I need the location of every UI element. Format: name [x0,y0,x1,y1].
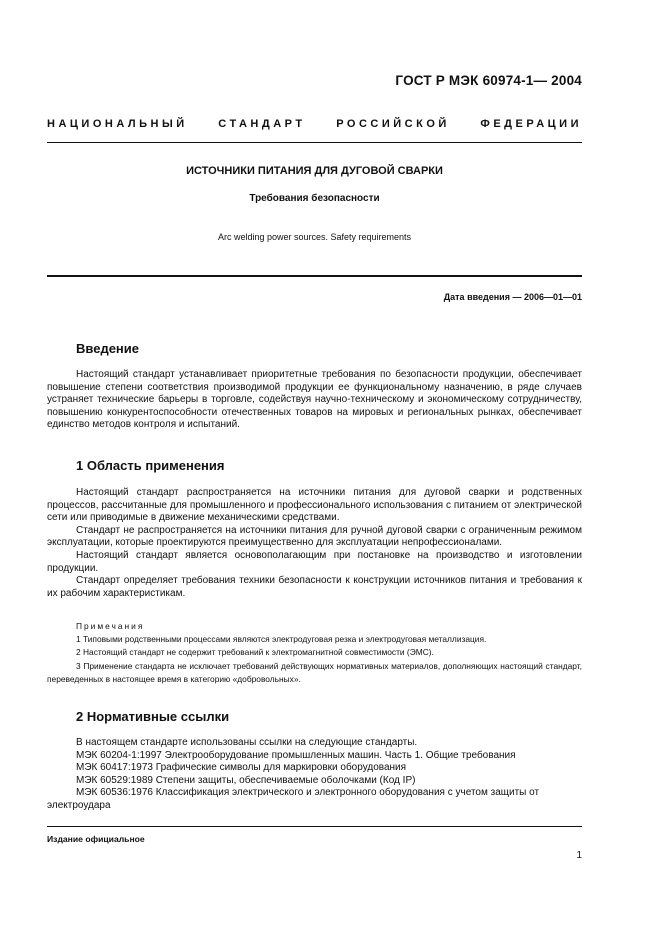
section-1-paragraph: Настоящий стандарт распространяется на источники питания для дуговой сварки и родственных процессов, рассчитанные для промышленного и профессионального использования с питанием от электрической сети или приводимые в движение механическими средствами. [47,487,582,524]
introduction-date: Дата введения — 2006—01—01 [443,292,582,302]
reference-item: МЭК 60204-1:1997 Электрооборудование промышленных машин. Часть 1. Общие требования [76,749,516,761]
official-edition-label: Издание официальное [47,834,145,844]
reference-item: МЭК 60536:1976 Классификация электрического и электронного оборудования с учетом защиты от электроудара [47,787,540,811]
page-number: 1 [576,850,582,861]
reference-intro: В настоящем стандарте использованы ссылки на следующие стандарты. [76,737,418,748]
section-1-paragraph: Стандарт не распространяется на источники питания для ручной дуговой сварки с ограниченным режимом эксплуатации, которые проектируются преимущественно для эксплуатации непрофессионалами. [47,524,582,549]
notes-caption: Примечания [76,621,145,631]
note-item: 1 Типовыми родственными процессами являются электродуговая резка и электродуговая металлизация. [76,634,487,645]
national-standard-banner: НАЦИОНАЛЬНЫЙ СТАНДАРТ РОССИЙСКОЙ ФЕДЕРАЦИИ [47,118,582,130]
introduction-heading: Введение [76,341,139,356]
introduction-paragraph: Настоящий стандарт устанавливает приоритетные требования по безопасности продукции, обеспечивает повышение степени соответствия производимой продукции ее функциональному назначению, в ряде случаев устраняет технические барьеры в торговле, содействуя научно-техническому и экономическому сотрудничеству, повышению конкурентоспособности отечественных товаров на мировых и региональных рынках, обеспечивает единство методов контроля и испытаний. [47,369,582,431]
introduction-body [47,369,582,432]
section-2-body [47,737,582,813]
section-2-heading: 2 Нормативные ссылки [76,709,230,724]
footer-divider [47,826,582,827]
standard-code: ГОСТ Р МЭК 60974-1— 2004 [395,73,582,88]
header-divider [47,142,582,143]
section-1-body [47,487,582,600]
note-item: 2 Настоящий стандарт не содержит требований к электромагнитной совместимости (ЭМС). [76,647,434,658]
reference-item: МЭК 60529:1989 Степени защиты, обеспечиваемые оболочками (Код IP) [76,774,416,786]
document-subtitle: Требования безопасности [249,193,380,204]
document-title: ИСТОЧНИКИ ПИТАНИЯ ДЛЯ ДУГОВОЙ СВАРКИ [186,165,443,177]
note-item: 3 Применение стандарта не исключает требований действующих нормативных материалов, дополняющих настоящий стандарт, переведенных в настоящее время в категорию «добровольных». [47,660,582,684]
section-1-paragraph: Настоящий стандарт является основополагающим при постановке на производство и изготовлении продукции. [47,549,582,574]
section-1-paragraph: Стандарт определяет требования техники безопасности к конструкции источников питания и требования к их рабочим характеристикам. [47,575,582,599]
reference-item: МЭК 60417:1973 Графические символы для маркировки оборудования [76,762,407,774]
title-divider [47,275,582,277]
english-title: Arc welding power sources. Safety requirements [217,232,412,242]
section-1-heading: 1 Область применения [76,458,225,473]
section-1-notes [47,620,582,686]
